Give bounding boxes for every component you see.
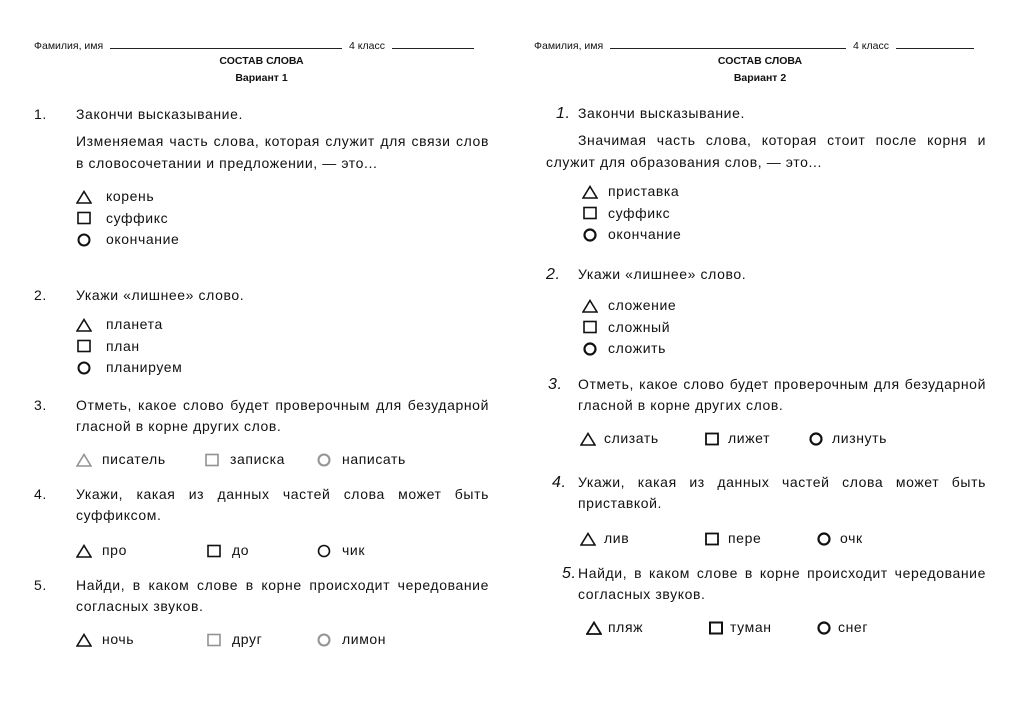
answer-option[interactable]: до: [206, 540, 316, 561]
surname-field[interactable]: [110, 38, 342, 49]
worksheet-title: СОСТАВ СЛОВА: [219, 55, 304, 67]
question-text: Укажи «лишнее» слово.: [578, 266, 747, 282]
question-3: [34, 395, 489, 470]
question-text: Укажи «лишнее» слово.: [76, 287, 245, 303]
answer-option[interactable]: планета: [76, 314, 489, 336]
answer-option[interactable]: лизнуть: [808, 428, 887, 449]
square-icon[interactable]: [76, 339, 92, 353]
answer-option[interactable]: очк: [816, 528, 863, 549]
class-field[interactable]: [392, 38, 474, 49]
circle-icon[interactable]: [582, 228, 598, 242]
question-text: Укажи, какая из данных частей слова может быть приставкой.: [578, 474, 986, 511]
surname-label: Фамилия, имя: [34, 40, 104, 52]
question-text: Найди, в каком слове в корне происходит чередование согласных звуков.: [76, 577, 489, 614]
answer-options: [76, 449, 489, 470]
student-header: [534, 38, 986, 52]
square-icon[interactable]: [704, 532, 720, 546]
question-2: [34, 285, 489, 379]
class-label: 4 класс: [853, 40, 889, 52]
question-number: 2.: [546, 266, 561, 283]
answer-option[interactable]: сложить: [582, 338, 986, 360]
answer-option[interactable]: писатель: [76, 449, 204, 470]
variant-label: Вариант 1: [235, 72, 288, 84]
answer-option[interactable]: окончание: [582, 224, 986, 246]
square-icon[interactable]: [708, 621, 724, 635]
question-1: [534, 103, 986, 246]
circle-icon[interactable]: [316, 544, 332, 558]
answer-option[interactable]: чик: [316, 540, 365, 561]
answer-options: [76, 186, 489, 251]
square-icon[interactable]: [206, 633, 222, 647]
square-icon[interactable]: [204, 453, 220, 467]
answer-option[interactable]: лив: [580, 528, 704, 549]
answer-option[interactable]: про: [76, 540, 206, 561]
question-text: Найди, в каком слове в корне происходит чередование согласных звуков.: [578, 565, 986, 602]
triangle-icon[interactable]: [76, 318, 92, 332]
answer-options: [586, 617, 986, 638]
surname-label: Фамилия, имя: [534, 40, 604, 52]
question-number: 5.: [562, 565, 577, 582]
answer-option[interactable]: планируем: [76, 357, 489, 379]
question-number: 4.: [34, 486, 47, 502]
answer-option[interactable]: ночь: [76, 629, 206, 650]
triangle-icon[interactable]: [582, 185, 598, 199]
class-label: 4 класс: [349, 40, 385, 52]
question-5: [34, 575, 489, 650]
circle-icon[interactable]: [316, 633, 332, 647]
circle-icon[interactable]: [76, 233, 92, 247]
question-number: 5.: [34, 577, 47, 593]
answer-option[interactable]: сложение: [582, 295, 986, 317]
triangle-icon[interactable]: [76, 544, 92, 558]
answer-options: [580, 428, 986, 449]
answer-option[interactable]: друг: [206, 629, 316, 650]
variant-label: Вариант 2: [733, 72, 787, 84]
answer-option[interactable]: записка: [204, 449, 316, 470]
question-text: Отметь, какое слово будет проверочным для безударной гласной в корне других слов.: [76, 397, 489, 434]
answer-option[interactable]: пляж: [586, 617, 708, 638]
square-icon[interactable]: [582, 206, 598, 220]
square-icon[interactable]: [76, 211, 92, 225]
triangle-icon[interactable]: [76, 190, 92, 204]
question-number: 3.: [34, 397, 47, 413]
question-text: Закончи высказывание.: [578, 105, 745, 121]
answer-options: [582, 181, 986, 246]
square-icon[interactable]: [206, 544, 222, 558]
question-text: Закончи высказывание.: [76, 106, 243, 122]
question-number: 2.: [34, 287, 47, 303]
circle-icon[interactable]: [582, 342, 598, 356]
circle-icon[interactable]: [316, 453, 332, 467]
answer-option[interactable]: план: [76, 336, 489, 358]
question-number: 1.: [34, 106, 47, 122]
question-4: [534, 472, 986, 549]
question-3: [534, 374, 986, 449]
triangle-icon[interactable]: [582, 299, 598, 313]
student-header: [34, 38, 489, 52]
question-number: 4.: [552, 474, 567, 491]
answer-option[interactable]: слизать: [580, 428, 704, 449]
answer-option[interactable]: снег: [816, 617, 868, 638]
triangle-icon[interactable]: [580, 532, 596, 546]
answer-option[interactable]: суффикс: [582, 203, 986, 225]
circle-icon[interactable]: [816, 532, 832, 546]
question-text: Укажи, какая из данных частей слова может быть суффиксом.: [76, 486, 489, 523]
question-body: Значимая часть слова, которая стоит после корня и служит для образования слов, — это...: [546, 132, 986, 170]
answer-options: [580, 528, 986, 549]
surname-field[interactable]: [610, 38, 846, 49]
square-icon[interactable]: [704, 432, 720, 446]
answer-option[interactable]: суффикс: [76, 208, 489, 230]
triangle-icon[interactable]: [76, 633, 92, 647]
answer-option[interactable]: приставка: [582, 181, 986, 203]
answer-options: [76, 629, 489, 650]
answer-option[interactable]: окончание: [76, 229, 489, 251]
question-text: Отметь, какое слово будет проверочным для безударной гласной в корне других слов.: [578, 376, 986, 413]
question-1: [34, 104, 489, 251]
triangle-icon[interactable]: [586, 621, 602, 635]
answer-option[interactable]: написать: [316, 449, 406, 470]
circle-icon[interactable]: [76, 361, 92, 375]
triangle-icon[interactable]: [580, 432, 596, 446]
circle-icon[interactable]: [816, 621, 832, 635]
answer-options: [76, 540, 489, 561]
question-number: 1.: [556, 105, 571, 122]
worksheet-title: СОСТАВ СЛОВА: [717, 55, 803, 67]
class-field[interactable]: [896, 38, 974, 49]
circle-icon[interactable]: [808, 432, 824, 446]
answer-option[interactable]: сложный: [582, 317, 986, 339]
question-4: [34, 484, 489, 561]
question-2: [534, 264, 986, 360]
square-icon[interactable]: [582, 320, 598, 334]
answer-option[interactable]: лимон: [316, 629, 386, 650]
answer-option[interactable]: корень: [76, 186, 489, 208]
question-number: 3.: [548, 376, 563, 393]
answer-options: [582, 295, 986, 360]
answer-option[interactable]: лижет: [704, 428, 808, 449]
question-body: Изменяемая часть слова, которая служит для связи слов в словосочетании и предложении, — это...: [76, 133, 489, 171]
triangle-icon[interactable]: [76, 453, 92, 467]
answer-options: [76, 314, 489, 379]
question-5: [534, 563, 986, 638]
answer-option[interactable]: туман: [708, 617, 816, 638]
answer-option[interactable]: пере: [704, 528, 816, 549]
